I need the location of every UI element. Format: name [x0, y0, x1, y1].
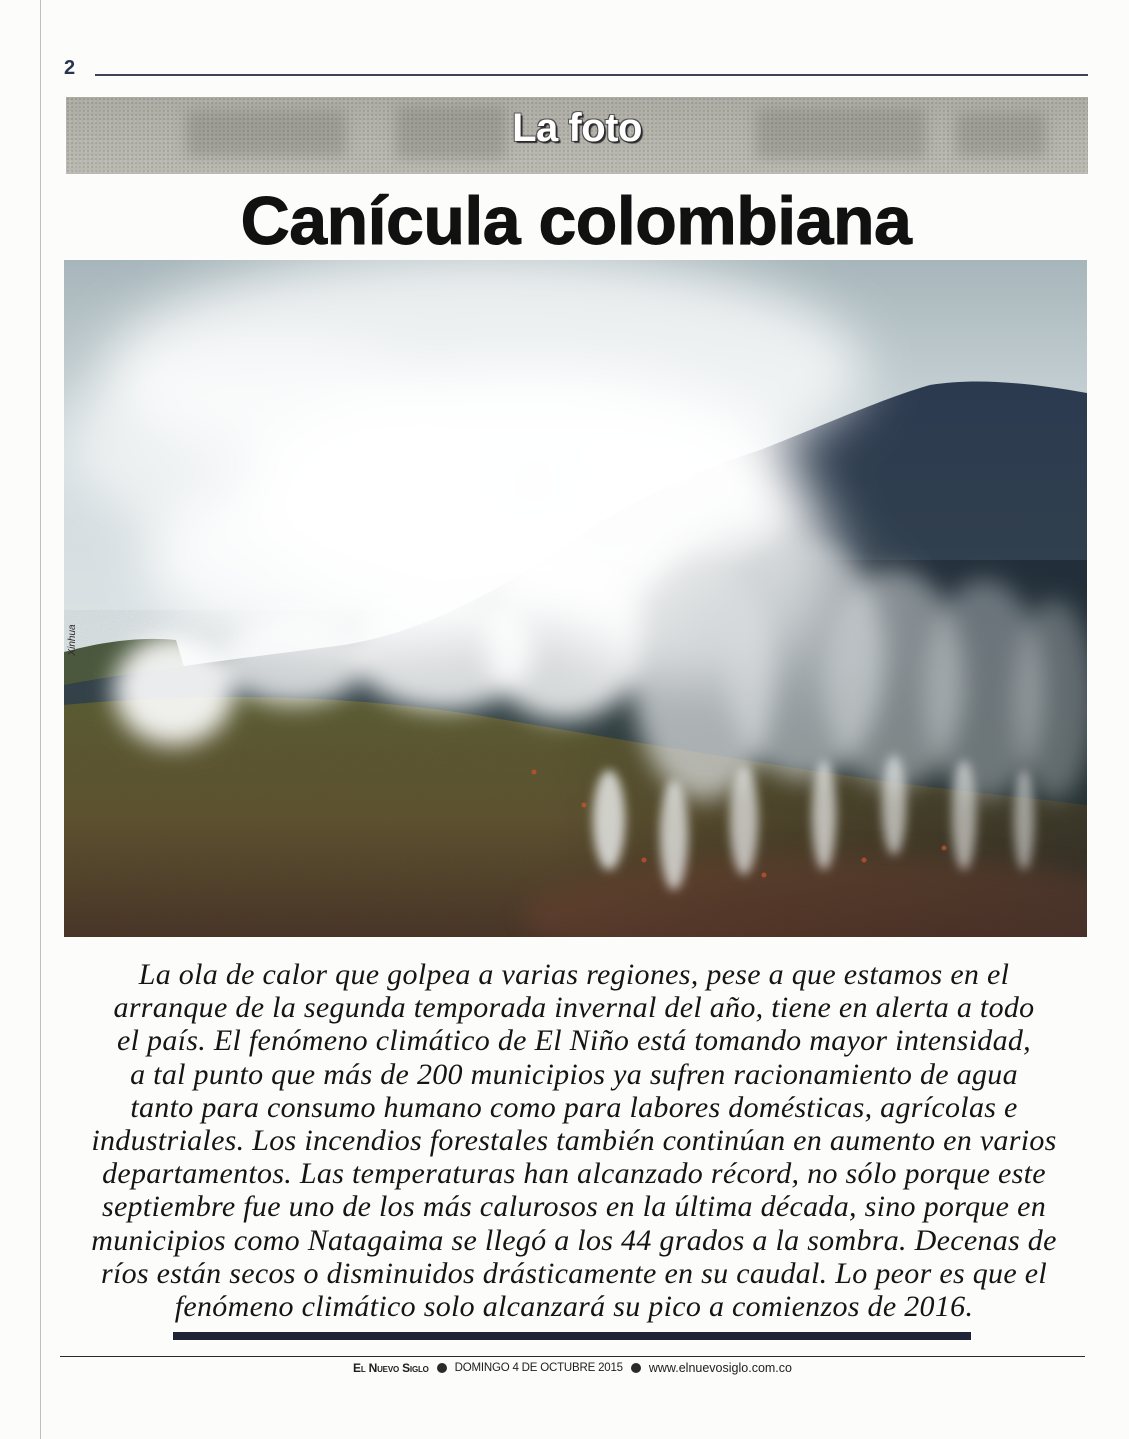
caption-line: arranque de la segunda temporada invernal del año, tiene en alerta a todo: [113, 991, 1035, 1025]
ember: [762, 873, 767, 878]
smoke-wisp: [730, 765, 758, 875]
header-rule: [95, 74, 1088, 76]
ember: [532, 770, 537, 775]
ember: [642, 858, 647, 863]
caption-line: ríos están secos o disminuidos drásticamente en su caudal. Lo peor es que el: [100, 1256, 1048, 1290]
ember: [582, 803, 587, 808]
caption-line: La ola de calor que golpea a varias regiones, pese a que estamos en el: [138, 958, 1010, 991]
page-edge: [40, 0, 41, 1439]
bullet-dot-icon: [437, 1363, 447, 1373]
footer-date: DOMINGO 4 DE OCTUBRE 2015: [454, 1362, 623, 1374]
wildfire-photo: [64, 260, 1087, 937]
bullet-dot-icon: [631, 1363, 641, 1373]
caption-line: tanto para consumo humano como para labores domésticas, agrícolas e: [130, 1090, 1018, 1124]
caption-line: industriales. Los incendios forestales también continúan en aumento en varios: [91, 1124, 1057, 1158]
section-banner: [66, 97, 1088, 174]
caption-line: septiembre fue uno de los más calurosos en la última década, sino porque en: [101, 1190, 1047, 1224]
smoke-wisp: [1014, 770, 1034, 870]
smoke-wisp: [593, 770, 625, 870]
footer-website: www.elnuevosiglo.com.co: [648, 1361, 792, 1375]
caption-line: departamentos. Las temperaturas han alcanzado récord, no sólo porque este: [102, 1157, 1046, 1191]
caption-line: fenómeno climático solo alcanzará su pico a comienzos de 2016.: [174, 1290, 974, 1324]
page-footer: [60, 1360, 1085, 1376]
smoke-wisp: [882, 755, 906, 855]
caption-line: a tal punto que más de 200 municipios ya sufren racionamiento de agua: [130, 1057, 1018, 1091]
ember: [862, 858, 867, 863]
caption-rule: [173, 1332, 971, 1340]
headline: Canícula colombiana: [240, 183, 912, 259]
smoke-plume: [484, 560, 644, 720]
photo-credit: Xinhua: [67, 624, 78, 656]
footer-rule: [60, 1356, 1085, 1357]
smoke-plume: [224, 615, 364, 705]
caption-line: municipios como Natagaima se llegó a los 44 grados a la sombra. Decenas de: [91, 1223, 1057, 1257]
smoke-plume: [114, 635, 234, 745]
ember: [942, 846, 947, 851]
photo-caption: [64, 958, 1084, 1323]
smoke-wisp: [660, 780, 688, 890]
caption-line: el país. El fenómeno climático de El Niño está tomando mayor intensidad,: [117, 1024, 1031, 1058]
photo: [64, 260, 1087, 937]
smoke-wisp: [812, 760, 836, 870]
section-label: La foto: [512, 106, 642, 150]
page-number: 2: [64, 57, 76, 79]
smoke-wisp: [952, 760, 976, 870]
footer-publication: El Nuevo Siglo: [353, 1361, 429, 1375]
